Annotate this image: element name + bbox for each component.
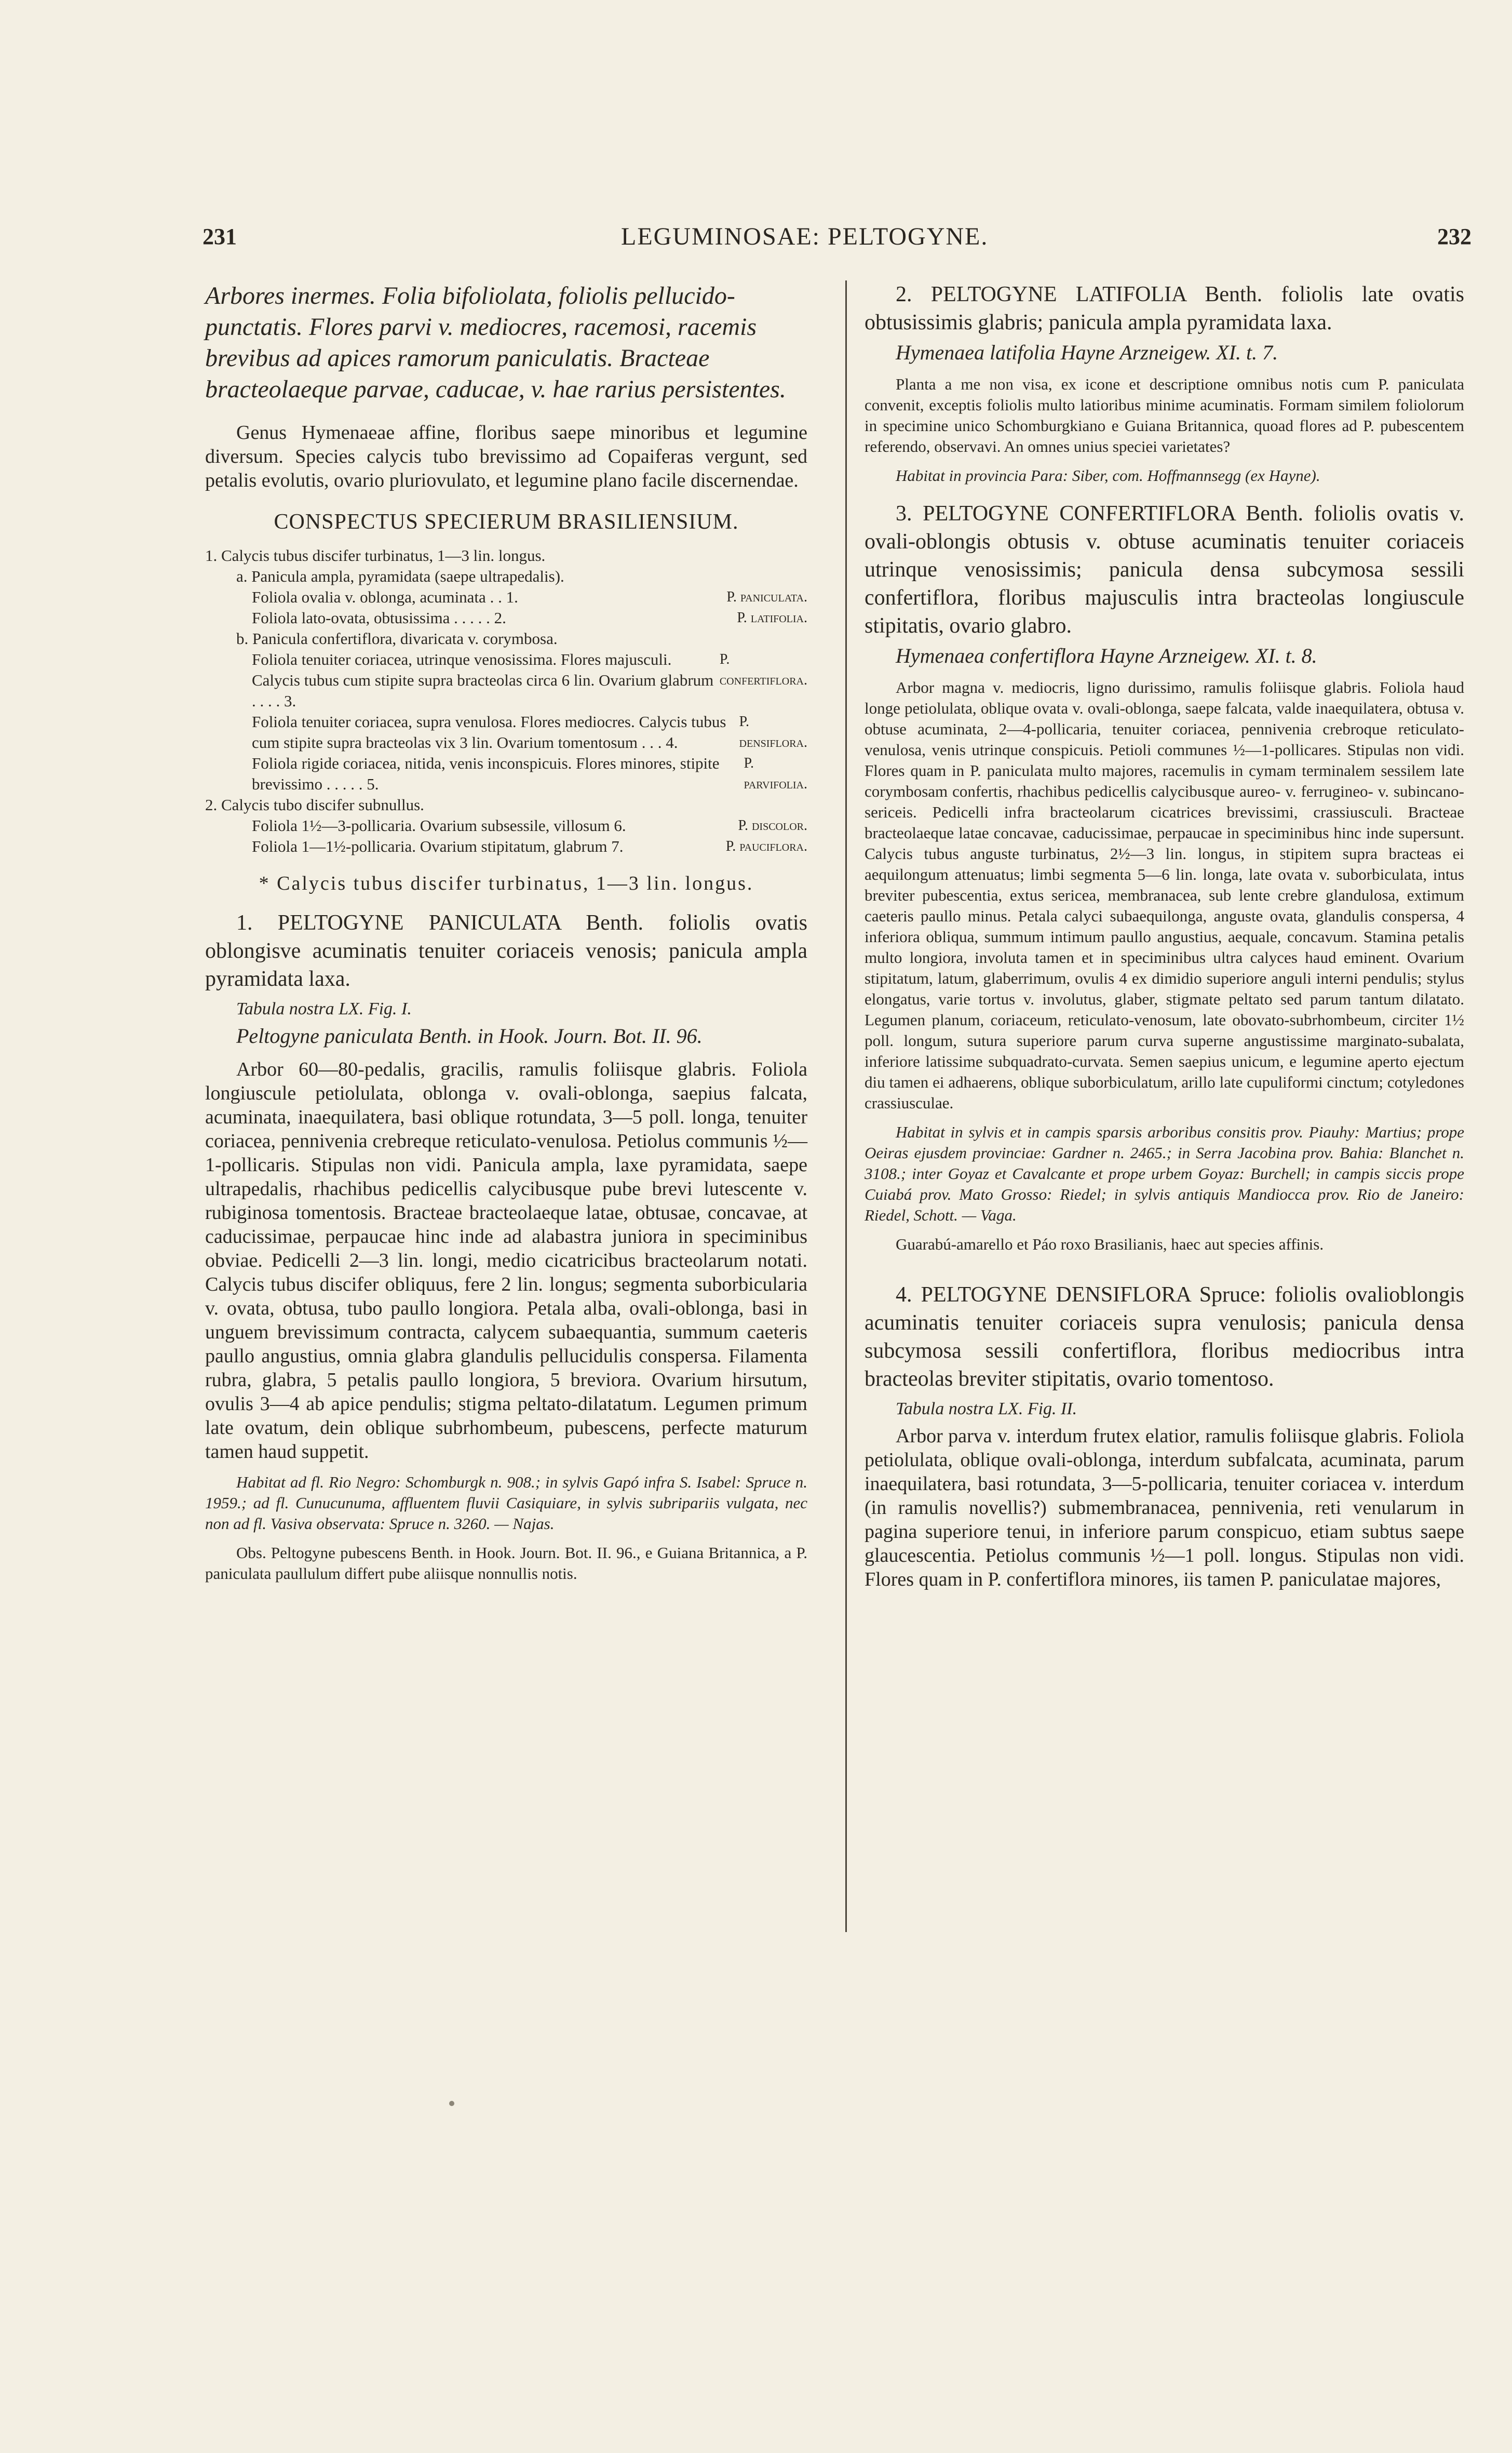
- print-speck: [449, 2101, 454, 2106]
- key-line: a. Panicula ampla, pyramidata (saepe ultrapedalis).: [236, 567, 564, 585]
- left-column: [205, 280, 807, 1592]
- species-1-observation: Obs. Peltogyne pubescens Benth. in Hook. Journ. Bot. II. 96., e Guiana Britannica, a P. paniculata paullulum differt pube aliisque nonnullis notis.: [205, 1544, 807, 1583]
- running-title: LEGUMINOSAE: PELTOGYNE.: [621, 223, 989, 250]
- conspectus-title: CONSPECTUS SPECIERUM BRASILIENSIUM.: [274, 510, 739, 534]
- species-3-heading: 3. PELTOGYNE CONFERTIFLORA Benth. foliolis ovatis v. ovali-oblongis obtusis v. obtuse acuminatis tenuiter coriaceis utrinque venosissimis; panicula densa subcymosa sessili confertiflora, floribus majusculis intra bracteolas longiuscule stipitatis, ovario glabro.: [865, 502, 1464, 638]
- key-line: 2. Calycis tubo discifer subnullus.: [205, 796, 424, 814]
- page-number-left: 231: [203, 224, 237, 249]
- key-line: Foliola 1—1½-pollicaria. Ovarium stipitatum, glabrum 7. P. pauciflora.: [252, 837, 807, 855]
- key-line: b. Panicula confertiflora, divaricata v. corymbosa.: [236, 629, 558, 648]
- species-4-heading: 4. PELTOGYNE DENSIFLORA Spruce: foliolis ovalioblongis acuminatis tenuiter coriaceis supra venulosis; panicula densa subcymosa sessili confertiflora, floribus mediocribus intra bracteolas breviter stipitatis, ovario tomentoso.: [865, 1283, 1464, 1391]
- key-line: 1. Calycis tubus discifer turbinatus, 1—3 lin. longus.: [205, 546, 546, 565]
- species-2-description: Planta a me non visa, ex icone et descriptione omnibus notis cum P. paniculata convenit, exceptis foliolis multo latioribus minime acuminatis. Formam similem foliolorum in specimine unico Schomburgkiano e Guiana Britannica, quoad flores ad P. pubescentem referendo, observavi. An omnes unius speciei varietates?: [865, 375, 1464, 455]
- species-1-reference: Peltogyne paniculata Benth. in Hook. Journ. Bot. II. 96.: [236, 1024, 703, 1048]
- species-3-reference: Hymenaea confertiflora Hayne Arzneigew. XI. t. 8.: [896, 644, 1317, 667]
- species-4-description: Arbor parva v. interdum frutex elatior, ramulis foliisque glabris. Foliola petiolulata, oblique ovali-oblonga, interdum subfalcata, acuminata, parum inaequilatera, basi rotundata, 3—5-pollicaria, tenuiter coriacea v. interdum (in ramulis novellis?) submembranacea, pennivenia, reti venularum in pagina superiore tenui, in inferiore parum conspicuo, etiam subtus saepe glaucescentia. Petiolus communis ½—1 poll. longus. Stipulas non vidi. Flores quam in P. confertiflora minores, iis tamen P. paniculatae majores,: [865, 1425, 1464, 1590]
- key-line: Foliola lato-ovata, obtusissima . . . . . 2. P. latifolia.: [252, 609, 807, 627]
- species-2-reference: Hymenaea latifolia Hayne Arzneigew. XI. t. 7.: [896, 341, 1278, 364]
- species-1-description: Arbor 60—80-pedalis, gracilis, ramulis foliisque glabris. Foliola longiuscule petiolulata, oblonga v. ovali-oblonga, saepius falcata, acuminata, inaequilatera, basi oblique rotundata, 3—5 poll. longa, tenuiter coriacea, pennivenia crebreque reticulato-venulosa. Petiolus communis ½—1-pollicaris. Stipulas non vidi. Panicula ampla, laxe pyramidata, saepe ultrapedalis, rhachibus pedicellis calycibusque pube brevi lutescente v. rubiginosa tomentosis. Bracteae bracteolaeque latae, obtusae, concavae, at caducissimae, perpaucae hinc inde ad alabastra juniora in speciminibus obviae. Pedicelli 2—3 lin. longi, medio cicatricibus bracteolarum notati. Calycis tubus discifer obliquus, fere 2 lin. longus; segmenta suborbicularia v. ovata, obtusa, tubo paullo longiora. Petala alba, ovali-oblonga, basi in unguem brevissimum contracta, calycem subaequantia, summum caeteris paullo angustius, omnia glabra glandulis pellucidulis conspersa. Filamenta rubra, glabra, 5 petalis paullo longiora, 5 breviora. Ovarium hirsutum, ovulis 3—4 ab apice pendulis; stigma peltato-dilatatum. Legumen primum late ovatum, dein oblique subrhombeum, pubescens, perfecte maturum tamen haud suppetit.: [205, 1058, 807, 1463]
- species-3-habitat: Habitat in sylvis et in campis sparsis arboribus consitis prov. Piauhy: Martius; prope Oeiras ejusdem provinciae: Gardner n. 2465.; in Serra Jacobina prov. Bahia: Blanchet n. 3108.; inter Goyaz et Cavalcante et prope urbem Goyaz: Burchell; in campis siccis prope Cuiabá prov. Mato Grosso: Riedel; in sylvis antiquis Mandiocca prov. Rio de Janeiro: Riedel, Schott. — Vaga.: [865, 1123, 1464, 1224]
- key-line: Foliola 1½—3-pollicaria. Ovarium subsessile, villosum 6. P. discolor.: [252, 816, 807, 835]
- species-2-heading: 2. PELTOGYNE LATIFOLIA Benth. foliolis late ovatis obtusissimis glabris; panicula ampla pyramidata laxa.: [865, 283, 1464, 334]
- right-column: [865, 280, 1464, 1600]
- key-line: Foliola ovalia v. oblonga, acuminata . . 1. P. paniculata.: [252, 588, 807, 606]
- key-line: Foliola tenuiter coriacea, utrinque venosissima. Flores majusculi. Calycis tubus cum stipite supra bracteolas circa 6 lin. Ovarium glabrum . . . . 3. P. confertiflora.: [252, 650, 807, 710]
- page-number-right: 232: [1437, 224, 1472, 249]
- section-footnote: * Calycis tubus discifer turbinatus, 1—3 lin. longus.: [259, 873, 754, 894]
- species-1-heading: 1. PELTOGYNE PANICULATA Benth. foliolis ovatis oblongisve acuminatis tenuiter coriaceis venosis; panicula ampla pyramidata laxa.: [205, 911, 807, 991]
- key-line: Foliola rigide coriacea, nitida, venis inconspicuis. Flores minores, stipite brevissimo . . . . . 5. P. parvifolia.: [252, 754, 807, 793]
- species-1-plate: Tabula nostra LX. Fig. I.: [236, 999, 412, 1018]
- species-4-plate: Tabula nostra LX. Fig. II.: [896, 1399, 1077, 1418]
- column-divider: [845, 280, 847, 1932]
- species-3-vernacular: Guarabú-amarello et Páo roxo Brasilianis, haec aut species affinis.: [896, 1235, 1324, 1253]
- species-key: [205, 545, 807, 857]
- species-3-description: Arbor magna v. mediocris, ligno durissimo, ramulis foliisque glabris. Foliola haud longe petiolulata, oblique ovata v. ovali-oblonga, saepe falcata, valde inaequilatera, obtusa v. obtuse acuminata, 2—4-pollicaria, tenuiter coriacea, pennivenia crebroque reticulato-venulosa, venis utrinque conspicuis. Petioli communes ½—1-pollicares. Stipulas non vidi. Flores quam in P. paniculata multo majores, racemulis in cymam terminalem sessilem late corymbosam confertis, rhachibus pedicellis calycibusque aureo- v. ferrugineo- v. subincano-sericeis. Pedicelli infra bracteolarum cicatrices brevissimi, crassiusculi. Bracteae bracteolaeque latae concavae, caducissimae, perpaucae in speciminibus hinc inde supersunt. Calycis tubus anguste turbinatus, 2½—3 lin. longus, in stipitem supra bracteas ei aequilongum attenuatus; limbi segmenta 5—6 lin. longa, late ovata v. suborbiculata, intus breviter pubescentia, extus sericea, membranacea, sub lente crebre glandulosa, extimum caeteris paullo minus. Petala calyci subaequilonga, anguste ovata, glandulis conspersa, 4 inferiora obliqua, summum intimum paullo angustius, aequale, concavum. Stamina petalis multo longiora, involuta tamen et in speciminibus ultra calyces haud eminent. Ovarium stipitatum, latum, glaberrimum, ovulis 4 ex dimidio superiore anguli interni pendulis; stylus elongatus, varie tortus v. involutus, glaber, stigmate peltato sed parum tantum dilatato. Legumen planum, coriaceum, reticulato-venosum, late obovato-subrhombeum, circiter 1½ poll. longum, sutura superiore parum curva superne angustissime marginato-subalata, inferiore latissime subquadrato-curvata. Semen saepius unicum, e legumine aperto ejectum diu tamen ei adhaerens, oblique suborbiculatum, arillo late cupuliformi cinctum; cotyledones crassiusculae.: [865, 678, 1464, 1112]
- genus-note: Genus Hymenaeae affine, floribus saepe minoribus et legumine diversum. Species calycis tubo brevissimo ad Copaiferas vergunt, sed petalis evolutis, ovario pluriovulato, et legumine plano facile discernendae.: [205, 422, 807, 491]
- species-2-habitat: Habitat in provincia Para: Siber, com. Hoffmannsegg (ex Hayne).: [896, 466, 1320, 485]
- species-1-habitat: Habitat ad fl. Rio Negro: Schomburgk n. 908.; in sylvis Gapó infra S. Isabel: Spruce n. 1959.; ad fl. Cunucunuma, affluentem fluvii Casiquiare, in sylvis subripariis vulgata, nec non ad fl. Vasiva observata: Spruce n. 3260. — Najas.: [205, 1473, 807, 1533]
- page-header: [0, 213, 1512, 265]
- key-line: Foliola tenuiter coriacea, supra venulosa. Flores mediocres. Calycis tubus cum stipite supra bracteolas vix 3 lin. Ovarium tomentosum . . . 4. P. densiflora.: [252, 713, 807, 752]
- genus-diagnosis: Arbores inermes. Folia bifoliolata, foliolis pellucido-punctatis. Flores parvi v. mediocres, racemosi, racemis brevibus ad apices ramorum paniculatis. Bracteae bracteolaeque parvae, caducae, v. hae rarius persistentes.: [205, 282, 786, 403]
